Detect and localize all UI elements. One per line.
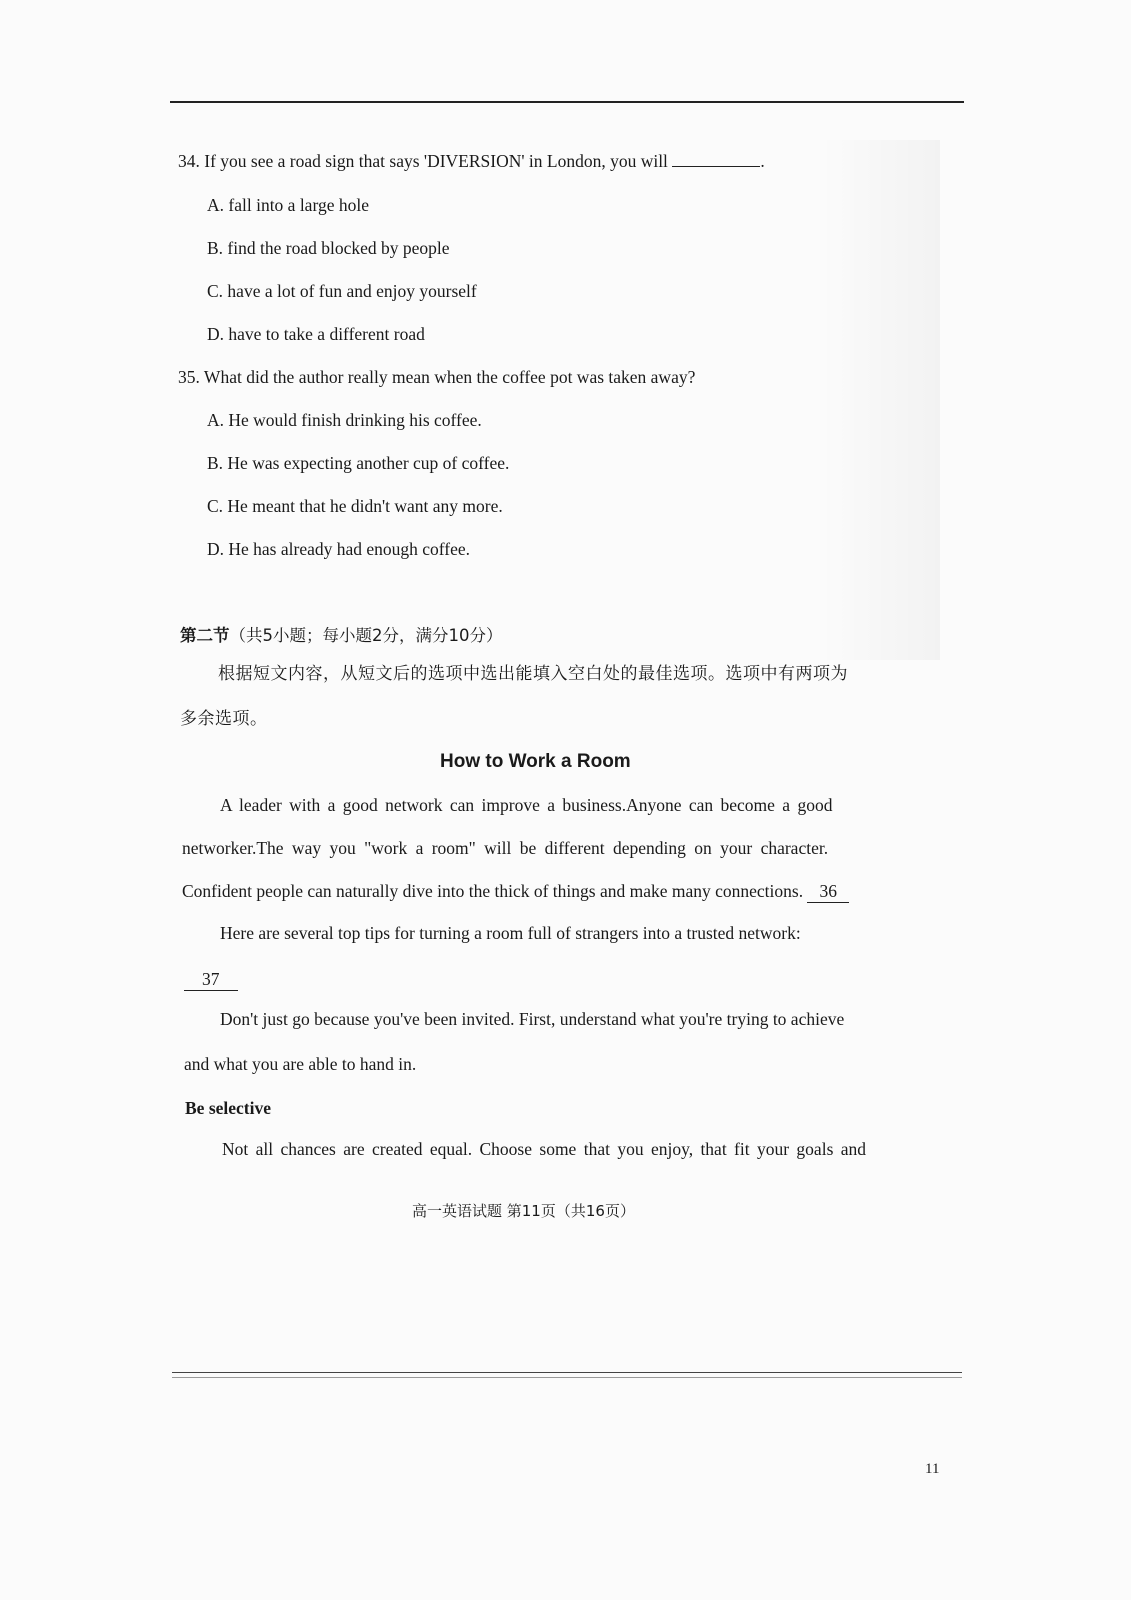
answer-blank [672, 150, 760, 167]
option-35-a: A. He would finish drinking his coffee. [207, 410, 482, 430]
question-34-text: 34. If you see a road sign that says 'DIVERSION' in London, you will [178, 151, 668, 171]
passage-p1-line2: networker.The way you "work a room" will be different depending on your character. [182, 838, 829, 858]
option-35-c: C. He meant that he didn't want any more. [207, 496, 503, 516]
option-34-c: C. have a lot of fun and enjoy yourself [207, 281, 477, 301]
page-footer: 高一英语试题 第11页（共16页） [412, 1202, 635, 1220]
passage-p4-line1: Not all chances are created equal. Choose some that you enjoy, that fit your goals and [222, 1139, 867, 1159]
passage-title: How to Work a Room [440, 751, 631, 772]
question-35-stem: 35. What did the author really mean when the coffee pot was taken away? [178, 367, 696, 387]
bleed-through-shadow [820, 140, 940, 660]
section-title: 第二节 [180, 626, 230, 645]
blank-37-line [184, 968, 238, 991]
footer-rule-shadow [172, 1377, 962, 1378]
option-34-d: D. have to take a different road [207, 324, 425, 344]
section-heading [180, 625, 503, 647]
question-34-stem: 34. If you see a road sign that says 'DIVERSION' in London, you will . [178, 151, 765, 171]
section-instruction-line2: 多余选项。 [180, 709, 268, 729]
passage-p3-line1: Don't just go because you've been invited. First, understand what you're trying to achieve [220, 1009, 845, 1029]
blank-37: 37 [184, 968, 238, 991]
section-scoring-note: （共5小题；每小题2分，满分10分） [229, 626, 503, 645]
passage-subheading: Be selective [185, 1098, 271, 1118]
header-rule [170, 101, 964, 103]
passage-p1-line1: A leader with a good network can improve a business.Anyone can become a good [220, 795, 833, 815]
option-34-b: B. find the road blocked by people [207, 238, 450, 258]
option-35-d: D. He has already had enough coffee. [207, 539, 471, 559]
blank-36: 36 [807, 880, 849, 903]
footer-rule [172, 1372, 962, 1373]
page-number: 11 [925, 1461, 940, 1477]
passage-p3-line2: and what you are able to hand in. [184, 1054, 417, 1074]
section-instruction-line1: 根据短文内容，从短文后的选项中选出能填入空白处的最佳选项。选项中有两项为 [218, 664, 848, 684]
passage-p1-line3: Confident people can naturally dive into the thick of things and make many connections. 36 [182, 880, 849, 903]
option-35-b: B. He was expecting another cup of coffee. [207, 453, 510, 473]
option-34-a: A. fall into a large hole [207, 195, 369, 215]
passage-p2: Here are several top tips for turning a room full of strangers into a trusted network: [220, 923, 801, 943]
